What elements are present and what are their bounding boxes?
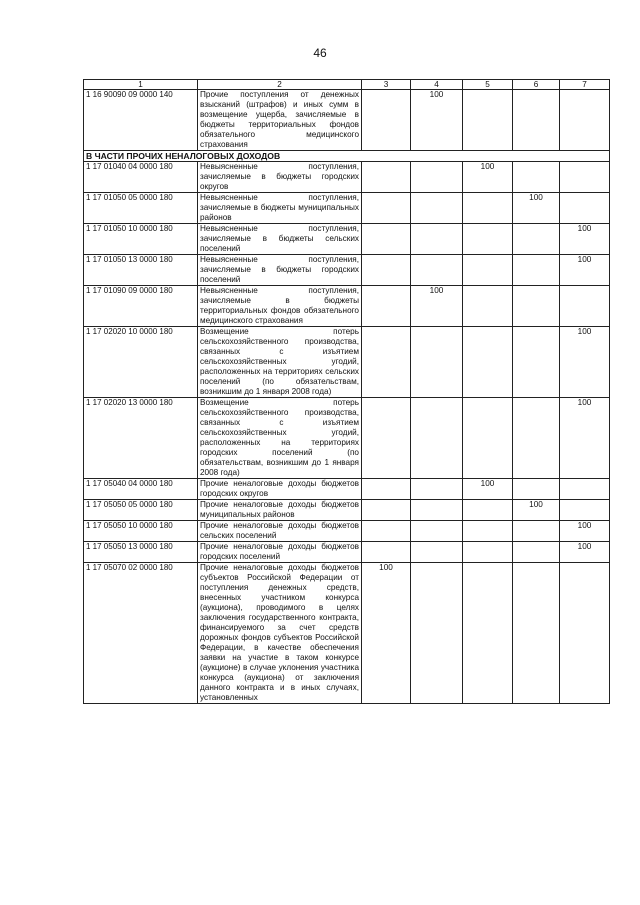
revenue-name-cell: Возмещение потерь сельскохозяйственного производства, связанных с изъятием сельскохозяйственных угодий, расположенных на территориях сельских поселений (по обязательствам, возникшим до 1 января 2008 года)	[198, 327, 362, 398]
percent-cell-col-3	[362, 224, 411, 255]
revenue-code-cell: 1 17 02020 10 0000 180	[84, 327, 198, 398]
percent-cell-col-4	[411, 563, 463, 704]
percent-cell-col-6	[513, 563, 560, 704]
percent-cell-col-5	[463, 542, 513, 563]
percent-cell-col-5	[463, 521, 513, 542]
revenue-name-cell: Невыясненные поступления, зачисляемые в бюджеты городских округов	[198, 162, 362, 193]
percent-cell-col-6	[513, 542, 560, 563]
percent-cell-col-3	[362, 521, 411, 542]
percent-cell-col-7	[560, 563, 610, 704]
revenue-code-cell: 1 17 05050 10 0000 180	[84, 521, 198, 542]
percent-cell-col-5	[463, 327, 513, 398]
revenue-name-cell: Невыясненные поступления, зачисляемые в бюджеты муниципальных районов	[198, 193, 362, 224]
percent-cell-col-5: 100	[463, 162, 513, 193]
percent-cell-col-6	[513, 286, 560, 327]
revenue-code-cell: 1 17 01090 09 0000 180	[84, 286, 198, 327]
revenue-name-cell: Возмещение потерь сельскохозяйственного производства, связанных с изъятием сельскохозяйственных угодий, расположенных на территориях городских поселений (по обязательствам, возникшим до 1 января 2008 года)	[198, 398, 362, 479]
revenue-code-cell: 1 17 01050 05 0000 180	[84, 193, 198, 224]
header-col-5: 5	[463, 80, 513, 90]
header-col-4: 4	[411, 80, 463, 90]
percent-cell-col-4	[411, 327, 463, 398]
percent-cell-col-7	[560, 500, 610, 521]
percent-cell-col-5	[463, 286, 513, 327]
percent-cell-col-6	[513, 255, 560, 286]
percent-cell-col-4	[411, 162, 463, 193]
revenue-code-cell: 1 17 01040 04 0000 180	[84, 162, 198, 193]
percent-cell-col-3	[362, 398, 411, 479]
revenue-code-cell: 1 17 05070 02 0000 180	[84, 563, 198, 704]
revenue-name-cell: Прочие неналоговые доходы бюджетов субъектов Российской Федерации от поступления денежных средств, внесенных участником конкурса (аукциона), проводимого в целях заключения государственного контракта, финансируемого за счет средств дорожных фондов субъектов Российской Федерации, в качестве обеспечения заявки на участие в таком конкурсе (аукционе) в случае уклонения участника конкурса (аукциона) от заключения данного контракта и в иных случаях, установленных	[198, 563, 362, 704]
percent-cell-col-3	[362, 542, 411, 563]
table-row	[84, 224, 610, 255]
percent-cell-col-4	[411, 479, 463, 500]
percent-cell-col-6: 100	[513, 500, 560, 521]
percent-cell-col-5	[463, 90, 513, 151]
percent-cell-col-6	[513, 479, 560, 500]
table-row	[84, 286, 610, 327]
revenue-code-cell: 1 17 01050 13 0000 180	[84, 255, 198, 286]
percent-cell-col-5	[463, 398, 513, 479]
table-row	[84, 500, 610, 521]
percent-cell-col-4	[411, 542, 463, 563]
percent-cell-col-7	[560, 90, 610, 151]
table-row	[84, 90, 610, 151]
percent-cell-col-4	[411, 193, 463, 224]
percent-cell-col-7	[560, 193, 610, 224]
revenue-name-cell: Прочие неналоговые доходы бюджетов городских округов	[198, 479, 362, 500]
revenue-name-cell: Прочие неналоговые доходы бюджетов городских поселений	[198, 542, 362, 563]
table-row	[84, 479, 610, 500]
revenue-code-cell: 1 17 05040 04 0000 180	[84, 479, 198, 500]
page-number: 46	[313, 46, 327, 60]
percent-cell-col-7: 100	[560, 398, 610, 479]
percent-cell-col-4	[411, 224, 463, 255]
percent-cell-col-3: 100	[362, 563, 411, 704]
section-header-label: В ЧАСТИ ПРОЧИХ НЕНАЛОГОВЫХ ДОХОДОВ	[84, 151, 610, 162]
header-col-7: 7	[560, 80, 610, 90]
percent-cell-col-4	[411, 521, 463, 542]
percent-cell-col-7: 100	[560, 224, 610, 255]
table-row	[84, 521, 610, 542]
percent-cell-col-3	[362, 286, 411, 327]
percent-cell-col-5	[463, 563, 513, 704]
percent-cell-col-7: 100	[560, 327, 610, 398]
percent-cell-col-3	[362, 193, 411, 224]
percent-cell-col-4	[411, 398, 463, 479]
revenue-name-cell: Невыясненные поступления, зачисляемые в бюджеты территориальных фондов обязательного медицинского страхования	[198, 286, 362, 327]
percent-cell-col-5	[463, 255, 513, 286]
percent-cell-col-5	[463, 224, 513, 255]
header-col-3: 3	[362, 80, 411, 90]
percent-cell-col-3	[362, 255, 411, 286]
percent-cell-col-6: 100	[513, 193, 560, 224]
header-col-6: 6	[513, 80, 560, 90]
percent-cell-col-3	[362, 500, 411, 521]
revenue-name-cell: Прочие неналоговые доходы бюджетов сельских поселений	[198, 521, 362, 542]
revenue-name-cell: Прочие неналоговые доходы бюджетов муниципальных районов	[198, 500, 362, 521]
percent-cell-col-3	[362, 479, 411, 500]
percent-cell-col-7: 100	[560, 521, 610, 542]
revenue-code-cell: 1 17 05050 05 0000 180	[84, 500, 198, 521]
percent-cell-col-4	[411, 500, 463, 521]
header-col-1: 1	[84, 80, 198, 90]
percent-cell-col-4: 100	[411, 90, 463, 151]
section-header-row	[84, 151, 610, 162]
table-row	[84, 398, 610, 479]
percent-cell-col-4	[411, 255, 463, 286]
table-row	[84, 542, 610, 563]
table-row	[84, 563, 610, 704]
percent-cell-col-7: 100	[560, 255, 610, 286]
revenue-name-cell: Невыясненные поступления, зачисляемые в бюджеты сельских поселений	[198, 224, 362, 255]
revenue-code-cell: 1 17 05050 13 0000 180	[84, 542, 198, 563]
percent-cell-col-6	[513, 162, 560, 193]
percent-cell-col-7: 100	[560, 542, 610, 563]
header-row	[84, 80, 610, 90]
table-row	[84, 255, 610, 286]
revenue-code-cell: 1 16 90090 09 0000 140	[84, 90, 198, 151]
table-row	[84, 162, 610, 193]
table-row	[84, 193, 610, 224]
percent-cell-col-3	[362, 90, 411, 151]
revenue-distribution-table	[83, 79, 610, 704]
revenue-name-cell: Невыясненные поступления, зачисляемые в бюджеты городских поселений	[198, 255, 362, 286]
revenue-name-cell: Прочие поступления от денежных взысканий (штрафов) и иных сумм в возмещение ущерба, зачисляемые в бюджеты территориальных фондов обязательного медицинского страхования	[198, 90, 362, 151]
percent-cell-col-3	[362, 327, 411, 398]
percent-cell-col-5	[463, 500, 513, 521]
percent-cell-col-6	[513, 327, 560, 398]
percent-cell-col-7	[560, 479, 610, 500]
revenue-code-cell: 1 17 02020 13 0000 180	[84, 398, 198, 479]
table-row	[84, 327, 610, 398]
percent-cell-col-6	[513, 521, 560, 542]
percent-cell-col-3	[362, 162, 411, 193]
percent-cell-col-5: 100	[463, 479, 513, 500]
header-col-2: 2	[198, 80, 362, 90]
revenue-code-cell: 1 17 01050 10 0000 180	[84, 224, 198, 255]
percent-cell-col-5	[463, 193, 513, 224]
percent-cell-col-6	[513, 398, 560, 479]
percent-cell-col-6	[513, 224, 560, 255]
percent-cell-col-7	[560, 286, 610, 327]
percent-cell-col-7	[560, 162, 610, 193]
percent-cell-col-4: 100	[411, 286, 463, 327]
percent-cell-col-6	[513, 90, 560, 151]
